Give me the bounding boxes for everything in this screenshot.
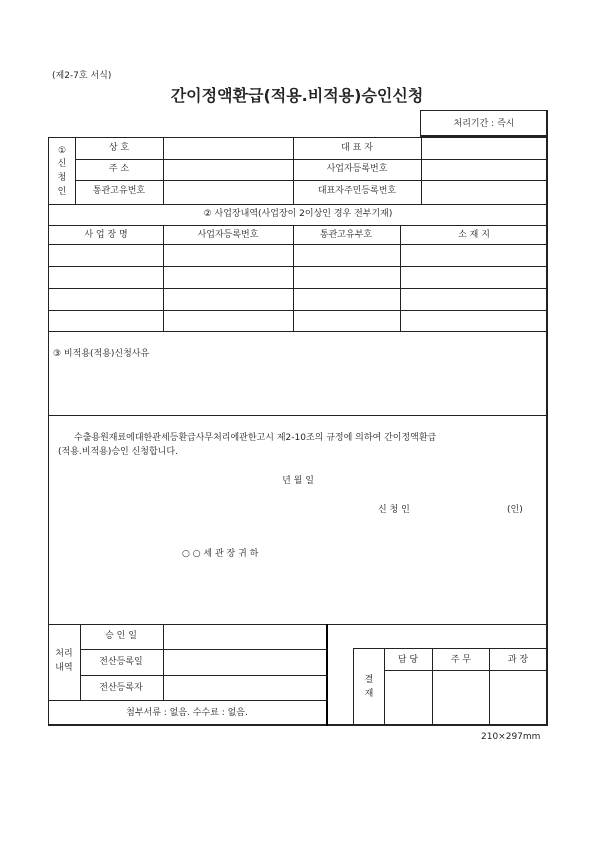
col-business-reg: 사업자등록번호 <box>197 230 259 240</box>
applicant-col-rule-2 <box>163 137 164 204</box>
processing-row-rule-1 <box>80 649 327 650</box>
attachments-fee: 첨부서류 : 없음. 수수료 : 없음. <box>126 708 248 718</box>
approval-top-rule <box>353 648 548 649</box>
workplace-header-top-rule <box>48 225 548 226</box>
applicant-mark: ① <box>57 146 67 156</box>
processing-row-rule-3 <box>48 700 327 701</box>
workplace-row-rule-3 <box>48 288 548 289</box>
processing-row-rule-2 <box>80 675 327 676</box>
applicant-row-rule-1 <box>75 159 548 160</box>
col-location: 소 재 지 <box>458 230 490 240</box>
applicant-col-rule-1 <box>75 137 76 204</box>
applicant-col-rule-4 <box>421 137 422 204</box>
approval-date-label: 승 인 일 <box>105 631 137 641</box>
processing-right-rule <box>326 624 328 726</box>
workplace-row-rule-2 <box>48 266 548 267</box>
business-reg-label: 사업자등록번호 <box>326 164 388 174</box>
workplaces-heading: ② 사업장내역(사업장이 2이상인 경우 전부기재) <box>203 209 393 219</box>
registrar-label: 전산등록자 <box>99 683 143 693</box>
rep-resident-no-label: 대표자주민등록번호 <box>317 186 397 196</box>
company-label: 상 호 <box>108 143 130 153</box>
col-customs-code: 통관고유부호 <box>319 230 373 240</box>
registration-date-label: 전산등록일 <box>99 657 143 667</box>
workplace-row-rule-4 <box>48 310 548 311</box>
approval-col-rule-3 <box>489 648 490 726</box>
processing-label-2: 내역 <box>55 663 73 673</box>
form-number: (제2-7호 서식) <box>52 71 112 81</box>
approval-col-rule-2 <box>432 648 433 726</box>
statement-line-2: (적용.비적용)승인 신청합니다. <box>58 447 178 457</box>
approval-col-staff: 담 당 <box>397 655 419 665</box>
processing-top-rule <box>48 624 548 625</box>
seal-mark: (인) <box>507 505 523 515</box>
form-title: 간이정액환급(적용.비적용)승인신청 <box>170 86 424 105</box>
workplace-col-rule-2 <box>293 225 294 331</box>
addressee: ○ ○ 세 관 장 귀 하 <box>182 549 259 559</box>
applicant-signature-label: 신 청 인 <box>378 505 410 515</box>
paper-size: 210×297mm <box>481 732 541 742</box>
statement-line-1: 수출용원재료에대한관세등환급사무처리에관한고시 제2-10조의 규정에 의하여 간이정액환급 <box>74 433 437 443</box>
processing-period: 처리기간 : 즉시 <box>453 119 515 129</box>
workplace-col-rule-1 <box>163 225 164 331</box>
applicant-row-rule-2 <box>75 180 548 181</box>
approval-col-chief: 주 무 <box>450 655 472 665</box>
approval-col-rule-1 <box>384 648 385 726</box>
reason-label: ③ 비적용(적용)신청사유 <box>53 349 150 359</box>
processing-col-rule-2 <box>163 624 164 700</box>
workplace-bottom-rule <box>48 331 548 332</box>
processing-col-rule-1 <box>80 624 81 700</box>
col-workplace-name: 사 업 장 명 <box>84 230 128 240</box>
approval-label-1: 결 <box>364 675 374 685</box>
approval-header-rule <box>384 670 548 671</box>
applicant-bottom-rule <box>48 204 548 205</box>
approval-label-2: 재 <box>364 689 374 699</box>
workplace-row-rule-1 <box>48 244 548 245</box>
applicant-col-rule-3 <box>293 137 294 204</box>
processing-label-1: 처리 <box>55 649 73 659</box>
applicant-label-1: 신 <box>57 159 67 169</box>
workplace-col-rule-3 <box>400 225 401 331</box>
applicant-label-3: 인 <box>57 187 67 197</box>
representative-label: 대 표 자 <box>341 143 373 153</box>
reason-bottom-rule <box>48 415 548 416</box>
approval-col-director: 과 장 <box>507 655 529 665</box>
customs-code-label: 통관고유번호 <box>92 186 146 196</box>
date-line: 년 월 일 <box>282 476 314 486</box>
address-label: 주 소 <box>108 164 130 174</box>
applicant-label-2: 청 <box>57 173 67 183</box>
approval-left-rule <box>353 648 354 726</box>
